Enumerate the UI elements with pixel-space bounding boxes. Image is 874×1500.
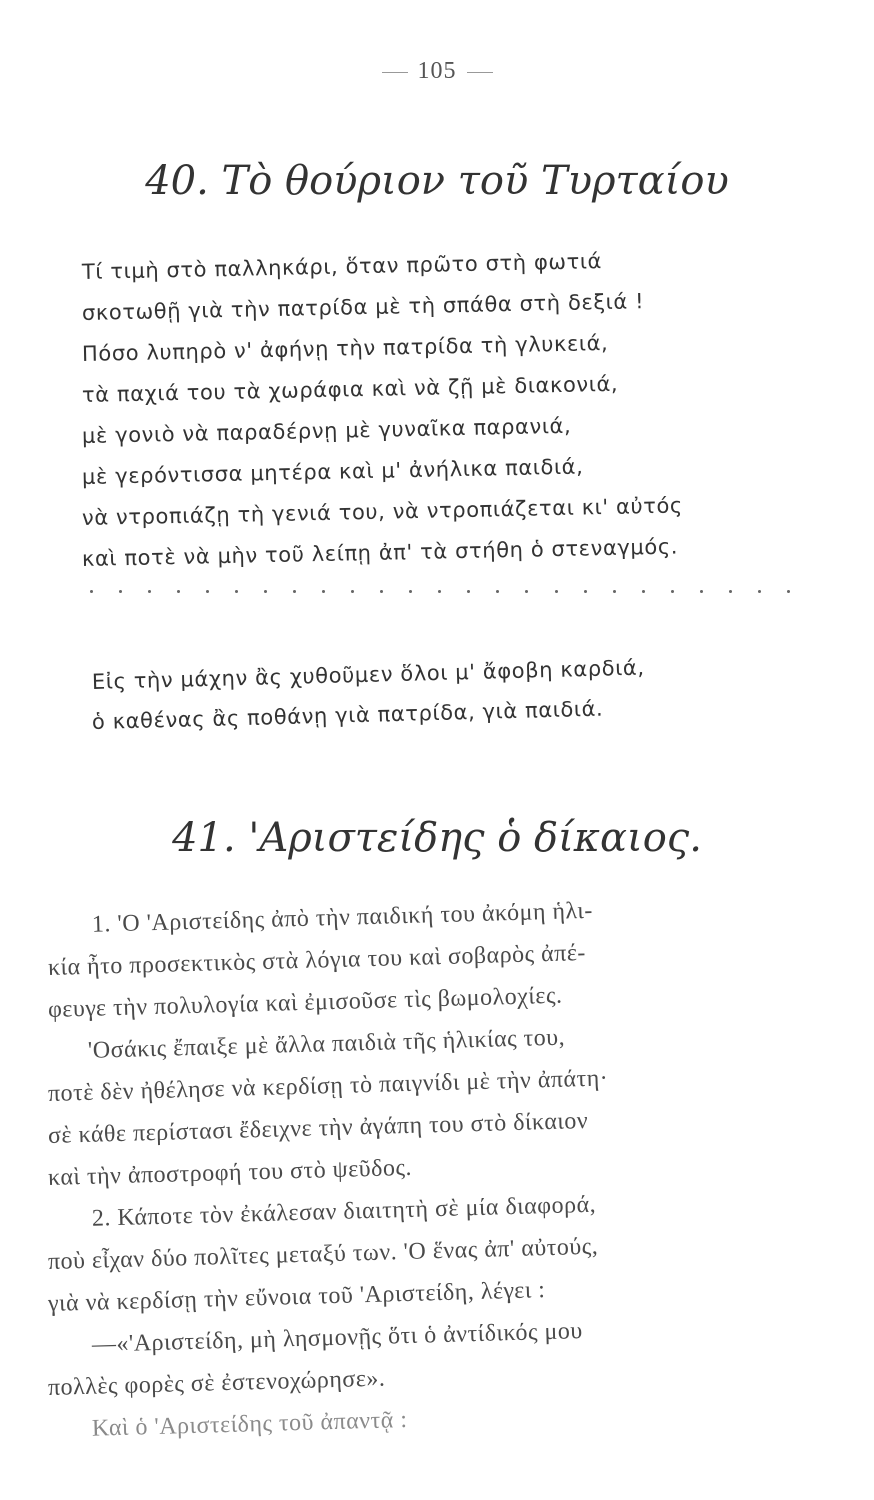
refrain-line: ὁ καθένας ἂς ποθάνῃ γιὰ πατρίδα, γιὰ παιδιά. <box>91 696 604 734</box>
section-41-prose <box>47 897 828 1451</box>
prose-line: 2. Κάποτε τὸν ἐκάλεσαν διαιτητὴ σὲ μία διαφορά, <box>91 1191 597 1232</box>
page-number-text: 105 <box>417 58 457 84</box>
poem-line: μὲ γονιὸ νὰ παραδέρνῃ μὲ γυναῖκα παρανιά, <box>81 413 572 448</box>
section-40-poem <box>81 249 822 580</box>
prose-line: 'Οσάκις ἔπαιξε μὲ ἄλλα παιδιὰ τῆς ἡλικίας του, <box>87 1024 566 1064</box>
page-number <box>0 58 874 85</box>
poem-line: Πόσο λυπηρὸ ν' ἀφήνῃ τὴν πατρίδα τὴ γλυκειά, <box>81 330 609 366</box>
section-40-title: 40. Τὸ θούριον τοῦ Τυρταίου <box>145 158 729 204</box>
poem-line: μὲ γερόντισσα μητέρα καὶ μ' ἀνήλικα παιδιά, <box>81 454 584 489</box>
dash-right <box>467 72 493 73</box>
prose-line: φευγε τὴν πολυλογία καὶ ἐμισοῦσε τὶς βωμολοχίες. <box>47 982 563 1023</box>
prose-line: Καὶ ὁ 'Αριστείδης τοῦ ἀπαντᾷ : <box>91 1406 408 1442</box>
section-40-refrain <box>91 655 822 742</box>
prose-line: ποτὲ δὲν ἠθέλησε νὰ κερδίσῃ τὸ παιγνίδι μὲ τὴν ἀπάτη· <box>47 1065 609 1107</box>
prose-line: πολλὲς φορὲς σὲ ἐστενοχώρησε». <box>47 1365 386 1401</box>
prose-line: σὲ κάθε περίστασι ἔδειχνε τὴν ἀγάπη του στὸ δίκαιον <box>47 1107 589 1149</box>
prose-line: —«'Αριστείδη, μὴ λησμονῇς ὅτι ὁ ἀντίδικός μου <box>91 1318 584 1358</box>
poem-line: νὰ ντροπιάζῃ τὴ γενιά του, νὰ ντροπιάζεται κι' αὐτός <box>81 493 684 530</box>
poem-line: σκοτωθῇ γιὰ τὴν πατρίδα μὲ τὴ σπάθα στὴ δεξιά ! <box>81 289 645 325</box>
prose-line: κία ἦτο προσεκτικὸς στὰ λόγια του καὶ σοβαρὸς ἀπέ- <box>47 939 587 981</box>
poem-line: καὶ ποτὲ νὰ μὴν τοῦ λείπῃ ἀπ' τὰ στήθη ὁ στεναγμός. <box>81 534 679 571</box>
poem-line: Τί τιμὴ στὸ παλληκάρι, ὅταν πρῶτο στὴ φωτιά <box>81 249 603 284</box>
section-41-title: 41. 'Αριστείδης ὁ δίκαιος. <box>172 815 702 861</box>
refrain-line: Εἰς τὴν μάχην ἂς χυθοῦμεν ὅλοι μ' ἄφοβη καρδιά, <box>91 655 645 694</box>
poem-line: τὰ παχιά του τὰ χωράφια καὶ νὰ ζῇ μὲ διακονιά, <box>81 371 619 407</box>
prose-line: 1. 'Ο 'Αριστείδης ἀπὸ τὴν παιδική του ἀκόμη ἡλι- <box>91 897 594 938</box>
prose-line: γιὰ νὰ κερδίσῃ τὴν εὔνοια τοῦ 'Αριστείδη, λέγει : <box>47 1277 546 1317</box>
prose-line: ποὺ εἶχαν δύο πολῖτες μεταξύ των. 'Ο ἕνας ἀπ' αὐτούς, <box>47 1233 599 1275</box>
prose-line: καὶ τὴν ἀποστροφή του στὸ ψεῦδος. <box>47 1154 413 1191</box>
dash-left <box>382 72 408 73</box>
ellipsis-divider <box>90 590 790 593</box>
